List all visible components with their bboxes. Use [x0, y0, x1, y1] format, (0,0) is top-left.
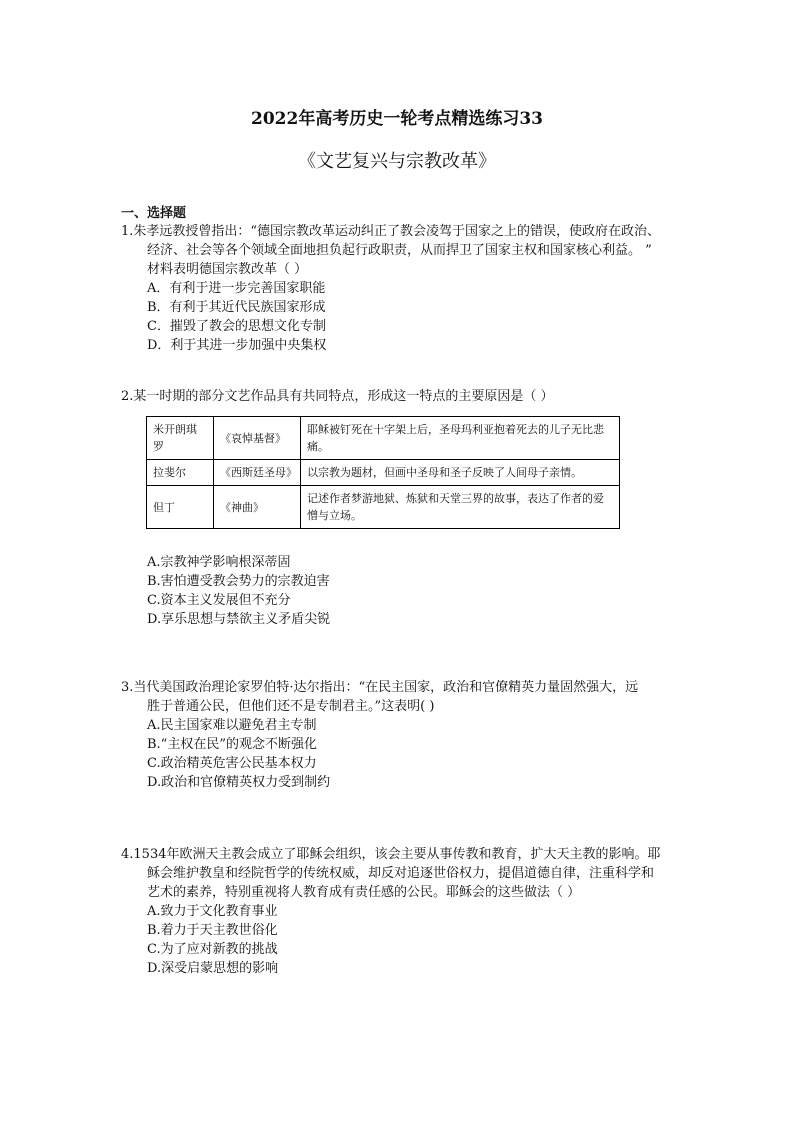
question-4 [121, 845, 701, 978]
option-b: B.“主权在民”的观念不断强化 [147, 737, 317, 752]
option-d: D.政治和官僚精英权力受到制约 [147, 775, 331, 790]
table-cell-work: 《西斯廷圣母》 [214, 460, 301, 486]
question-3 [121, 678, 701, 792]
option-c: C．摧毁了教会的思想文化专制 [147, 319, 326, 334]
table-cell-description: 记述作者梦游地狱、炼狱和天堂三界的故事，表达了作者的爱憎与立场。 [301, 486, 620, 529]
stem-line: 4.1534年欧洲天主教会成立了耶稣会组织，该会主要从事传教和教育，扩大天主教的影响。耶 [121, 847, 661, 862]
question-stem [121, 678, 701, 716]
option-b: B.着力于天主教世俗化 [147, 923, 278, 938]
stem-line: 3.当代美国政治理论家罗伯特·达尔指出：“在民主国家，政治和官僚精英力量固然强大，远 [121, 680, 639, 695]
option-c: C.为了应对新教的挑战 [147, 942, 278, 957]
question-2-options [121, 553, 701, 629]
question-1 [121, 222, 701, 355]
stem-line: 胜于普通公民，但他们还不是专制君主。”这表明( ) [147, 699, 435, 714]
option-d: D．利于其进一步加强中央集权 [147, 338, 327, 353]
option-a: A.宗教神学影响根深蒂固 [147, 555, 291, 570]
stem-line: 1.朱孝远教授曾指出：“德国宗教改革运动纠正了教会凌驾于国家之上的错误，使政府在政治、 [121, 224, 661, 239]
stem-line: 经济、社会等各个领域全面地担负起行政职责，从而捍卫了国家主权和国家核心利益。 ” [147, 243, 652, 258]
stem-line: 稣会维护教皇和经院哲学的传统权威，却反对追逐世俗权力，提倡道德自律，注重科学和 [147, 866, 655, 881]
option-a: A．有利于进一步完善国家职能 [147, 281, 326, 296]
stem-line: 艺术的素养，特别重视将人教育成有责任感的公民。耶稣会的这些做法（ ） [147, 885, 581, 900]
document-subtitle: 《文艺复兴与宗教改革》 [298, 151, 496, 172]
options [121, 279, 701, 355]
question-stem [121, 222, 701, 279]
options [121, 716, 701, 792]
table-row [147, 417, 620, 460]
option-b: B．有利于其近代民族国家形成 [147, 300, 326, 315]
table-cell-artist: 但丁 [147, 486, 214, 529]
question-2 [121, 387, 701, 406]
option-d: D.深受启蒙思想的影响 [147, 961, 279, 976]
document-title: 2022年高考历史一轮考点精选练习33 [251, 109, 543, 129]
option-c: C.资本主义发展但不充分 [147, 593, 291, 608]
question-stem [121, 845, 701, 902]
option-b: B.害怕遭受教会势力的宗教迫害 [147, 574, 330, 589]
table-cell-work: 《哀悼基督》 [214, 417, 301, 460]
option-a: A.致力于文化教育事业 [147, 904, 278, 919]
stem-line: 2.某一时期的部分文艺作品具有共同特点，形成这一特点的主要原因是（ ） [121, 389, 554, 404]
options [121, 902, 701, 978]
table-cell-artist: 拉斐尔 [147, 460, 214, 486]
works-table [146, 416, 620, 529]
option-a: A.民主国家难以避免君主专制 [147, 718, 317, 733]
table-row [147, 460, 620, 486]
table-cell-work: 《神曲》 [214, 486, 301, 529]
table-cell-artist: 米开朗琪罗 [147, 417, 214, 460]
stem-line: 材料表明德国宗教改革（ ） [147, 262, 308, 277]
table-row [147, 486, 620, 529]
options [121, 553, 701, 629]
section-header: 一、选择题 [121, 206, 187, 221]
table-cell-description: 以宗教为题材，但画中圣母和圣子反映了人间母子亲情。 [301, 460, 620, 486]
table-cell-description: 耶稣被钉死在十字架上后，圣母玛利亚抱着死去的儿子无比悲痛。 [301, 417, 620, 460]
option-d: D.享乐思想与禁欲主义矛盾尖锐 [147, 612, 331, 627]
option-c: C.政治精英危害公民基本权力 [147, 756, 317, 771]
question-stem [121, 387, 701, 406]
